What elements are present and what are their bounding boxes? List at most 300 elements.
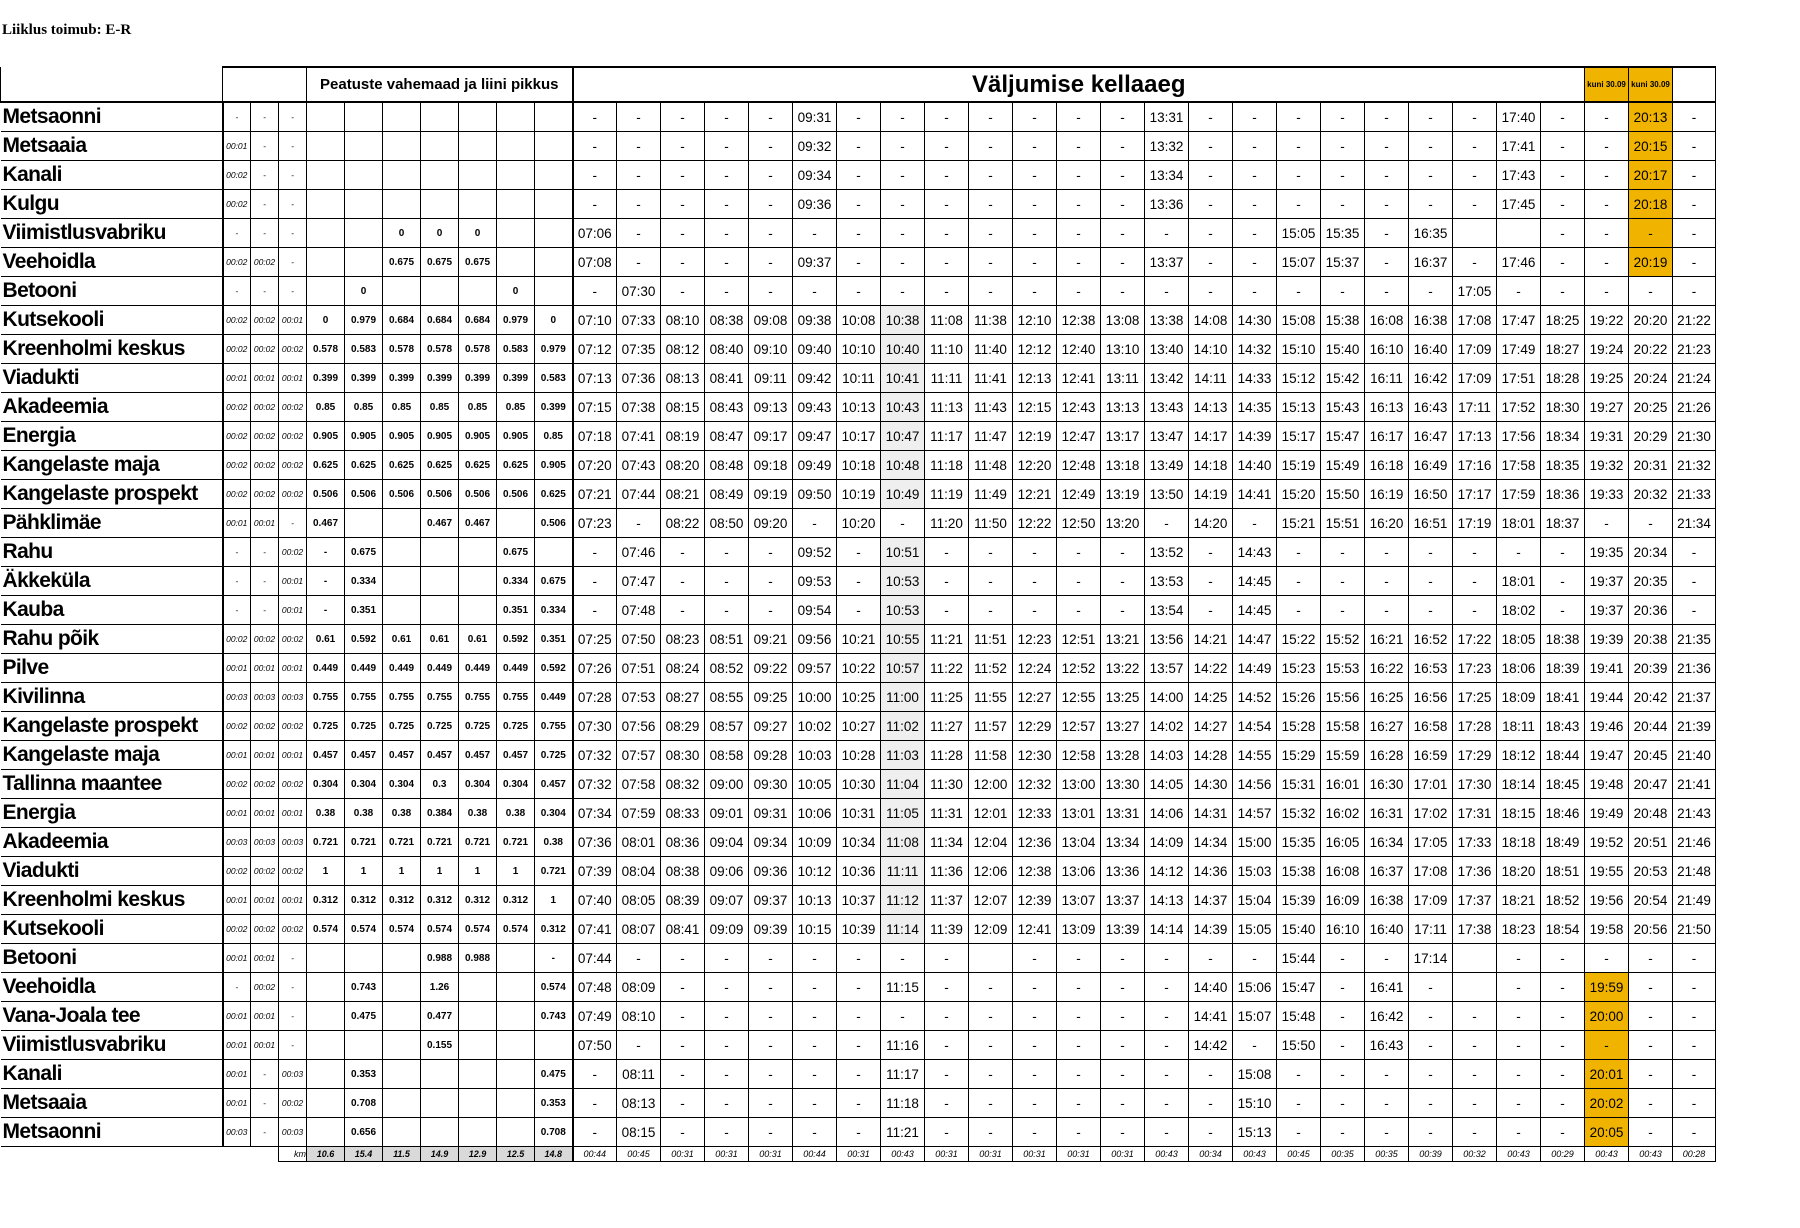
departure-time: 11:31 — [925, 799, 969, 828]
departure-time: 14:52 — [1233, 683, 1277, 712]
stop-distance: 0.684 — [459, 306, 497, 335]
stop-name: Kanali — [1, 161, 223, 190]
departure-time: - — [1409, 1060, 1453, 1089]
stop-distance: 0.457 — [535, 770, 573, 799]
segment-time: 00:02 — [279, 857, 307, 886]
stop-distance: 1 — [307, 857, 345, 886]
stop-distance: 0.467 — [459, 509, 497, 538]
departure-time: - — [661, 1031, 705, 1060]
timetable-row — [1, 944, 1716, 973]
stop-distance: 0.721 — [535, 857, 573, 886]
departure-time: 19:41 — [1585, 654, 1629, 683]
segment-time: - — [223, 277, 251, 306]
departure-time — [1497, 219, 1541, 248]
departure-time: 09:22 — [749, 654, 793, 683]
stop-distance: 0.61 — [421, 625, 459, 654]
departure-time: - — [1189, 1118, 1233, 1147]
departure-time: - — [1101, 1031, 1145, 1060]
departure-time: 16:22 — [1365, 654, 1409, 683]
departure-time: 20:48 — [1629, 799, 1673, 828]
departure-time: - — [1101, 1060, 1145, 1089]
departure-time: 10:34 — [837, 828, 881, 857]
departure-time: 11:43 — [969, 393, 1013, 422]
departure-time: - — [969, 596, 1013, 625]
departure-time: - — [749, 973, 793, 1002]
departure-time: 07:44 — [573, 944, 617, 973]
departure-time: - — [1277, 567, 1321, 596]
departure-time: 13:19 — [1101, 480, 1145, 509]
segment-time: - — [251, 102, 279, 132]
departure-time: - — [617, 102, 661, 132]
stop-distance: 0.675 — [383, 248, 421, 277]
departure-time: 11:18 — [881, 1089, 925, 1118]
departure-time: 16:18 — [1365, 451, 1409, 480]
departure-time: - — [837, 161, 881, 190]
departure-time: - — [749, 190, 793, 219]
departure-time: - — [969, 190, 1013, 219]
km-label: km — [279, 1147, 307, 1162]
departure-time: 08:13 — [661, 364, 705, 393]
departure-time: 11:17 — [881, 1060, 925, 1089]
segment-time: 00:01 — [279, 306, 307, 335]
departure-time: 07:30 — [573, 712, 617, 741]
route-length-km: 10.6 — [307, 1147, 345, 1162]
stop-distance: 0.574 — [307, 915, 345, 944]
segment-time: 00:03 — [251, 683, 279, 712]
departure-time: 17:46 — [1497, 248, 1541, 277]
departure-time: - — [1541, 1002, 1585, 1031]
departure-time: 20:45 — [1629, 741, 1673, 770]
departure-time: 15:08 — [1277, 306, 1321, 335]
departure-time: 13:10 — [1101, 335, 1145, 364]
stop-distance — [535, 102, 573, 132]
season-header-2: kuni 30.09 — [1629, 67, 1673, 102]
departure-time: - — [925, 538, 969, 567]
departure-time: 16:37 — [1365, 857, 1409, 886]
timetable-row — [1, 277, 1716, 306]
segment-time: 00:03 — [279, 683, 307, 712]
departure-time: - — [1497, 1089, 1541, 1118]
segment-time: 00:01 — [279, 886, 307, 915]
departure-time: 12:10 — [1013, 306, 1057, 335]
departure-time: - — [1013, 1089, 1057, 1118]
departure-time: 13:32 — [1145, 132, 1189, 161]
departure-time: 09:30 — [749, 770, 793, 799]
departure-time: - — [705, 102, 749, 132]
departure-time: - — [1409, 596, 1453, 625]
stop-distance: 0.506 — [497, 480, 535, 509]
stop-distance — [383, 509, 421, 538]
departure-time: - — [925, 102, 969, 132]
departure-time: 07:36 — [617, 364, 661, 393]
departure-time: 07:06 — [573, 219, 617, 248]
departure-time: 13:50 — [1145, 480, 1189, 509]
trip-duration: 00:31 — [925, 1147, 969, 1162]
departure-time: 12:20 — [1013, 451, 1057, 480]
departure-time: - — [1629, 1060, 1673, 1089]
departure-time: - — [1365, 132, 1409, 161]
departure-time: - — [793, 1089, 837, 1118]
departure-time: - — [661, 1118, 705, 1147]
departure-time: - — [1321, 1089, 1365, 1118]
departure-time: - — [1013, 161, 1057, 190]
departure-time: - — [749, 1060, 793, 1089]
departure-time: 08:32 — [661, 770, 705, 799]
stop-distance: 1.26 — [421, 973, 459, 1002]
segment-time: - — [223, 596, 251, 625]
departure-time: 13:54 — [1145, 596, 1189, 625]
departure-time: 11:34 — [925, 828, 969, 857]
trip-duration: 00:35 — [1321, 1147, 1365, 1162]
stop-distance: 0.988 — [421, 944, 459, 973]
departure-time: 12:41 — [1057, 364, 1101, 393]
departure-time: 09:31 — [793, 102, 837, 132]
departure-time: - — [1189, 161, 1233, 190]
departure-time: - — [881, 1002, 925, 1031]
departure-time: - — [1277, 1118, 1321, 1147]
stop-distance — [497, 190, 535, 219]
departure-time: - — [1013, 219, 1057, 248]
departure-time: - — [1321, 132, 1365, 161]
stop-distance: 0.457 — [345, 741, 383, 770]
stop-distance: 0 — [345, 277, 383, 306]
departure-time: 10:02 — [793, 712, 837, 741]
departure-time: 16:47 — [1409, 422, 1453, 451]
departure-time: 15:31 — [1277, 770, 1321, 799]
departure-time: 16:35 — [1409, 219, 1453, 248]
stop-distance — [383, 1002, 421, 1031]
departure-time: - — [1673, 132, 1716, 161]
departure-time: 09:54 — [793, 596, 837, 625]
departure-time: - — [837, 277, 881, 306]
departure-time: - — [1497, 1060, 1541, 1089]
departure-time: 12:48 — [1057, 451, 1101, 480]
departure-time: 16:51 — [1409, 509, 1453, 538]
stop-name: Veehoidla — [1, 248, 223, 277]
stop-distance — [497, 248, 535, 277]
stop-distance: 0 — [421, 219, 459, 248]
departure-time: 08:38 — [661, 857, 705, 886]
departure-time: 20:34 — [1629, 538, 1673, 567]
stop-distance: 0.578 — [383, 335, 421, 364]
departure-time: 13:31 — [1145, 102, 1189, 132]
departure-time: - — [1673, 1002, 1716, 1031]
departure-time: - — [1145, 1118, 1189, 1147]
departure-time: 15:22 — [1277, 625, 1321, 654]
stop-distance: - — [535, 944, 573, 973]
segment-time: - — [251, 190, 279, 219]
stop-distance: 0.399 — [345, 364, 383, 393]
stop-distance — [307, 944, 345, 973]
departure-time: 12:50 — [1057, 509, 1101, 538]
departure-time: 20:02 — [1585, 1089, 1629, 1118]
trip-duration: 00:31 — [837, 1147, 881, 1162]
departure-time: 15:10 — [1277, 335, 1321, 364]
departure-time: 20:35 — [1629, 567, 1673, 596]
trip-duration: 00:43 — [1629, 1147, 1673, 1162]
departure-time: 16:42 — [1365, 1002, 1409, 1031]
departure-time: - — [1321, 190, 1365, 219]
departure-time: - — [925, 973, 969, 1002]
departure-time: - — [1013, 538, 1057, 567]
departure-time: 07:20 — [573, 451, 617, 480]
stop-distance: 0.155 — [421, 1031, 459, 1060]
departure-time: 17:25 — [1453, 683, 1497, 712]
stop-distance — [497, 132, 535, 161]
departure-time: 13:36 — [1145, 190, 1189, 219]
departure-time: 15:49 — [1321, 451, 1365, 480]
trip-duration: 00:34 — [1189, 1147, 1233, 1162]
departure-time: 16:05 — [1321, 828, 1365, 857]
timetable-row — [1, 335, 1716, 364]
departure-time: - — [1629, 1002, 1673, 1031]
stop-distance: 0.675 — [345, 538, 383, 567]
departure-time: 08:38 — [705, 306, 749, 335]
header-row — [1, 67, 1716, 102]
departure-time: - — [573, 132, 617, 161]
departure-time: 14:13 — [1189, 393, 1233, 422]
departure-time: - — [881, 509, 925, 538]
stop-distance — [459, 973, 497, 1002]
timetable-row — [1, 741, 1716, 770]
trip-duration: 00:39 — [1409, 1147, 1453, 1162]
departure-time: 11:30 — [925, 770, 969, 799]
segment-time: 00:01 — [223, 132, 251, 161]
departure-time: - — [1057, 132, 1101, 161]
departure-time: 12:13 — [1013, 364, 1057, 393]
segment-time: 00:02 — [279, 422, 307, 451]
stop-name: Metsaonni — [1, 102, 223, 132]
departure-time: 12:38 — [1013, 857, 1057, 886]
departure-time: 13:34 — [1101, 828, 1145, 857]
segment-time: 00:01 — [251, 1031, 279, 1060]
stop-name: Rahu põik — [1, 625, 223, 654]
stop-distance: 0.334 — [535, 596, 573, 625]
departure-time: - — [1365, 944, 1409, 973]
stop-distance — [421, 1089, 459, 1118]
departure-time: 16:02 — [1321, 799, 1365, 828]
departure-time: - — [1189, 277, 1233, 306]
departure-time: 14:45 — [1233, 567, 1277, 596]
departure-time: 15:05 — [1277, 219, 1321, 248]
departure-time: 21:23 — [1673, 335, 1716, 364]
segment-time: - — [223, 102, 251, 132]
stop-distance: 0.312 — [497, 886, 535, 915]
segment-time: 00:01 — [251, 944, 279, 973]
departure-time: - — [1409, 1089, 1453, 1118]
departure-time: - — [661, 1060, 705, 1089]
departure-time: - — [1321, 596, 1365, 625]
stop-distance — [345, 190, 383, 219]
departure-time: 19:49 — [1585, 799, 1629, 828]
departure-time: 18:09 — [1497, 683, 1541, 712]
departure-time: - — [705, 219, 749, 248]
segment-time: 00:01 — [251, 654, 279, 683]
stop-distance: 0.38 — [497, 799, 535, 828]
departure-time: 15:23 — [1277, 654, 1321, 683]
departure-time: - — [1145, 1089, 1189, 1118]
departure-time: - — [925, 132, 969, 161]
departure-time: 14:37 — [1189, 886, 1233, 915]
timetable-row — [1, 422, 1716, 451]
departure-time: 19:47 — [1585, 741, 1629, 770]
segment-time: 00:01 — [251, 886, 279, 915]
departure-time: 15:40 — [1321, 335, 1365, 364]
departure-time: 20:56 — [1629, 915, 1673, 944]
departure-time: - — [705, 1060, 749, 1089]
departure-time: 13:20 — [1101, 509, 1145, 538]
departure-time: 11:52 — [969, 654, 1013, 683]
stop-name: Kauba — [1, 596, 223, 625]
departure-time: 09:04 — [705, 828, 749, 857]
departure-time: 16:50 — [1409, 480, 1453, 509]
departure-time: 14:10 — [1189, 335, 1233, 364]
departure-time: 19:55 — [1585, 857, 1629, 886]
departure-time: 13:17 — [1101, 422, 1145, 451]
departure-time: 17:59 — [1497, 480, 1541, 509]
departure-time: - — [1453, 538, 1497, 567]
departure-time: 11:05 — [881, 799, 925, 828]
departure-time: 15:59 — [1321, 741, 1365, 770]
departure-time: 18:01 — [1497, 567, 1541, 596]
trip-duration: 00:31 — [749, 1147, 793, 1162]
departure-time: - — [1189, 1089, 1233, 1118]
departure-time: - — [1277, 538, 1321, 567]
departure-time: - — [1541, 1060, 1585, 1089]
departure-time: - — [1673, 1031, 1716, 1060]
segment-time: 00:01 — [223, 944, 251, 973]
stop-distance — [497, 1002, 535, 1031]
departure-time: 07:28 — [573, 683, 617, 712]
departure-time: - — [1013, 1031, 1057, 1060]
departure-time: 20:53 — [1629, 857, 1673, 886]
route-length-km: 11.5 — [383, 1147, 421, 1162]
departure-time: - — [1673, 190, 1716, 219]
stop-distance: 0.506 — [383, 480, 421, 509]
stop-distance — [497, 509, 535, 538]
stop-name: Metsaonni — [1, 1118, 223, 1147]
departure-time: - — [617, 132, 661, 161]
segment-time: 00:02 — [279, 393, 307, 422]
departure-time: 10:25 — [837, 683, 881, 712]
departure-time: 11:28 — [925, 741, 969, 770]
departure-time: 11:00 — [881, 683, 925, 712]
departure-time: 07:59 — [617, 799, 661, 828]
departure-time: 10:10 — [837, 335, 881, 364]
departure-time: 10:51 — [881, 538, 925, 567]
stop-name: Kreenholmi keskus — [1, 335, 223, 364]
departure-time: 11:55 — [969, 683, 1013, 712]
departure-time: - — [793, 973, 837, 1002]
departure-time: 10:15 — [793, 915, 837, 944]
segment-time: 00:03 — [279, 828, 307, 857]
segment-time: 00:02 — [251, 335, 279, 364]
departure-time: - — [969, 102, 1013, 132]
departure-time: 14:56 — [1233, 770, 1277, 799]
departure-time: 14:06 — [1145, 799, 1189, 828]
departure-time: - — [661, 538, 705, 567]
segment-time: - — [223, 567, 251, 596]
stop-distance — [459, 1060, 497, 1089]
departure-time: 17:36 — [1453, 857, 1497, 886]
departure-time: 16:13 — [1365, 393, 1409, 422]
departure-time: 10:05 — [793, 770, 837, 799]
stop-name: Kutsekooli — [1, 306, 223, 335]
departure-time: - — [1453, 161, 1497, 190]
departure-time: 15:50 — [1277, 1031, 1321, 1060]
departure-time: - — [1013, 596, 1057, 625]
stop-distance: 0.578 — [307, 335, 345, 364]
departure-time: 11:57 — [969, 712, 1013, 741]
stop-name: Energia — [1, 799, 223, 828]
departure-time: 19:46 — [1585, 712, 1629, 741]
segment-time: 00:02 — [279, 915, 307, 944]
departure-time: 16:40 — [1409, 335, 1453, 364]
departure-time: 09:34 — [749, 828, 793, 857]
stop-name: Tallinna maantee — [1, 770, 223, 799]
stop-name: Kulgu — [1, 190, 223, 219]
trip-duration: 00:32 — [1453, 1147, 1497, 1162]
departure-time: 15:07 — [1233, 1002, 1277, 1031]
departure-time: - — [1453, 596, 1497, 625]
departure-time: - — [1013, 1060, 1057, 1089]
departure-time: 07:10 — [573, 306, 617, 335]
stop-distance: 0 — [459, 219, 497, 248]
departure-time: 17:11 — [1409, 915, 1453, 944]
stop-distance: 0.743 — [535, 1002, 573, 1031]
stop-distance: - — [307, 596, 345, 625]
trip-duration: 00:28 — [1673, 1147, 1716, 1162]
departure-time: 15:39 — [1277, 886, 1321, 915]
segment-time: 00:01 — [223, 1002, 251, 1031]
departure-time: 08:20 — [661, 451, 705, 480]
departure-time: - — [1497, 1031, 1541, 1060]
segment-time: - — [251, 219, 279, 248]
departure-time: - — [1321, 1002, 1365, 1031]
departure-time: - — [925, 1031, 969, 1060]
departure-time: - — [925, 567, 969, 596]
departure-time: - — [969, 132, 1013, 161]
departure-time: 11:50 — [969, 509, 1013, 538]
departure-time: 18:18 — [1497, 828, 1541, 857]
departure-time: 18:37 — [1541, 509, 1585, 538]
departure-time: - — [1365, 1118, 1409, 1147]
departure-time — [1453, 944, 1497, 973]
trip-duration: 00:44 — [573, 1147, 617, 1162]
departure-time: 08:39 — [661, 886, 705, 915]
departure-time: 14:33 — [1233, 364, 1277, 393]
departure-time: - — [1409, 1118, 1453, 1147]
departure-time: - — [661, 102, 705, 132]
departure-time: 11:22 — [925, 654, 969, 683]
departure-time: - — [1629, 277, 1673, 306]
departure-time: 16:42 — [1409, 364, 1453, 393]
departure-time: - — [1497, 277, 1541, 306]
departure-time: 11:40 — [969, 335, 1013, 364]
departure-time: 18:14 — [1497, 770, 1541, 799]
departure-time: 19:52 — [1585, 828, 1629, 857]
departure-time: 13:47 — [1145, 422, 1189, 451]
departure-time: 21:34 — [1673, 509, 1716, 538]
stop-name: Vana-Joala tee — [1, 1002, 223, 1031]
departure-time: 08:21 — [661, 480, 705, 509]
stop-name: Betooni — [1, 277, 223, 306]
departure-time: 13:37 — [1101, 886, 1145, 915]
stop-distance: 0.625 — [383, 451, 421, 480]
departure-time: 12:51 — [1057, 625, 1101, 654]
stop-distance: 0.725 — [421, 712, 459, 741]
departure-time: - — [1365, 1060, 1409, 1089]
